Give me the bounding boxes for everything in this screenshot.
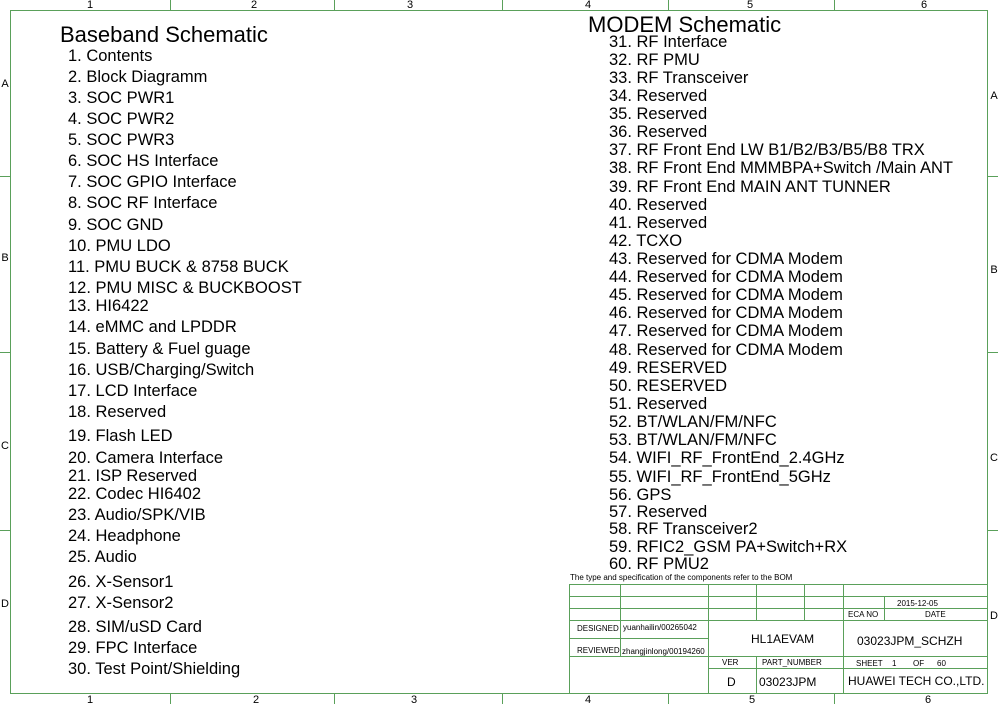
baseband-item: 8. SOC RF Interface [68, 194, 218, 212]
title-block-border [569, 584, 570, 694]
baseband-item: 20. Camera Interface [68, 449, 223, 467]
column-label: 2 [250, 0, 258, 11]
row-label: D [1, 598, 9, 610]
modem-item: 43. Reserved for CDMA Modem [609, 250, 843, 268]
baseband-item: 26. X-Sensor1 [68, 573, 174, 591]
row-label: D [990, 610, 998, 622]
title-block-rule [708, 584, 709, 694]
row-label: A [1, 78, 9, 90]
modem-item: 44. Reserved for CDMA Modem [609, 268, 843, 286]
modem-title: MODEM Schematic [588, 12, 782, 37]
column-label: 3 [410, 694, 418, 706]
grid-tick [834, 694, 835, 704]
modem-item: 39. RF Front End MAIN ANT TUNNER [609, 178, 891, 196]
modem-item: 50. RESERVED [609, 377, 727, 395]
title-block-border [987, 584, 988, 694]
baseband-item: 5. SOC PWR3 [68, 131, 175, 149]
baseband-item: 29. FPC Interface [68, 639, 198, 657]
column-label: 4 [584, 0, 592, 11]
baseband-item: 17. LCD Interface [68, 382, 198, 400]
bom-note: The type and specification of the components refer to the BOM [570, 573, 793, 582]
title-block-border [569, 693, 988, 694]
modem-item: 32. RF PMU [609, 51, 700, 69]
designed-value: yuanhailin/00265042 [623, 623, 697, 632]
baseband-item: 30. Test Point/Shielding [68, 660, 241, 678]
baseband-item: 24. Headphone [68, 527, 181, 545]
baseband-item: 19. Flash LED [68, 427, 173, 445]
modem-item: 51. Reserved [609, 395, 708, 413]
grid-tick [170, 694, 171, 704]
modem-item: 34. Reserved [609, 87, 708, 105]
grid-tick [0, 352, 10, 353]
modem-item: 37. RF Front End LW B1/B2/B3/B5/B8 TRX [609, 141, 925, 159]
reviewed-label: REVIEWED [577, 646, 620, 655]
modem-item: 52. BT/WLAN/FM/NFC [609, 413, 777, 431]
title-block-rule [569, 596, 988, 597]
column-label: 4 [584, 694, 592, 706]
modem-item: 48. Reserved for CDMA Modem [609, 341, 843, 359]
sheet-number: 1 [892, 659, 897, 668]
modem-item: 54. WIFI_RF_FrontEnd_2.4GHz [609, 449, 845, 467]
modem-item: 31. RF Interface [609, 33, 728, 51]
title-block-rule [569, 638, 708, 639]
modem-item: 40. Reserved [609, 196, 708, 214]
column-label: 5 [746, 0, 754, 11]
row-label: A [990, 90, 998, 102]
grid-tick [0, 176, 10, 177]
title-block-rule [708, 668, 988, 669]
of-label: OF [913, 659, 925, 668]
baseband-item: 11. PMU BUCK & 8758 BUCK [68, 258, 289, 276]
ver-value: D [727, 675, 736, 689]
row-label: C [1, 440, 9, 452]
modem-item: 41. Reserved [609, 214, 708, 232]
column-label: 2 [252, 694, 260, 706]
reviewed-value: zhangjinlong/00194260 [622, 647, 705, 656]
baseband-item: 25. Audio [68, 548, 137, 566]
part-number-label: PART_NUMBER [762, 658, 822, 667]
baseband-item: 27. X-Sensor2 [68, 594, 174, 612]
baseband-item: 3. SOC PWR1 [68, 89, 175, 107]
title-block-rule [620, 584, 621, 656]
modem-item: 47. Reserved for CDMA Modem [609, 322, 843, 340]
grid-tick [834, 0, 835, 10]
modem-item: 59. RFIC2_GSM PA+Switch+RX [609, 538, 848, 556]
baseband-item: 12. PMU MISC & BUCKBOOST [68, 279, 302, 297]
baseband-item: 10. PMU LDO [68, 237, 171, 255]
modem-item: 58. RF Transceiver2 [609, 520, 758, 538]
baseband-item: 1. Contents [68, 47, 153, 65]
baseband-item: 4. SOC PWR2 [68, 110, 175, 128]
title-block-rule [569, 608, 988, 609]
column-label: 1 [86, 0, 94, 11]
modem-item: 60. RF PMU2 [609, 555, 709, 573]
baseband-item: 13. HI6422 [68, 297, 149, 315]
modem-item: 56. GPS [609, 486, 672, 504]
date-value: 2015-12-05 [897, 599, 938, 608]
grid-tick [334, 0, 335, 10]
grid-tick [668, 694, 669, 704]
title-block-rule [756, 584, 757, 620]
row-label: C [990, 452, 998, 464]
row-label: B [1, 252, 9, 264]
baseband-title: Baseband Schematic [60, 22, 268, 47]
grid-tick [668, 0, 669, 10]
sheet-total: 60 [937, 659, 946, 668]
ver-label: VER [722, 658, 739, 667]
title-block-rule [843, 584, 844, 694]
grid-tick [988, 352, 998, 353]
company-name: HUAWEI TECH CO.,LTD. [848, 674, 985, 688]
column-label: 1 [86, 694, 94, 706]
grid-tick [334, 694, 335, 704]
modem-item: 46. Reserved for CDMA Modem [609, 304, 843, 322]
grid-tick [988, 530, 998, 531]
row-label: B [990, 264, 998, 276]
grid-tick [502, 694, 503, 704]
part-number-value: 03023JPM [759, 675, 817, 689]
column-label: 6 [920, 0, 928, 11]
baseband-item: 21. ISP Reserved [68, 467, 198, 485]
title-block-rule [884, 596, 885, 620]
baseband-item: 22. Codec HI6402 [68, 485, 202, 503]
schematic-name: 03023JPM_SCHZH [857, 634, 963, 648]
modem-item: 55. WIFI_RF_FrontEnd_5GHz [609, 468, 831, 486]
eca-no-label: ECA NO [848, 610, 879, 619]
modem-item: 57. Reserved [609, 503, 708, 521]
designed-label: DESIGNED [577, 624, 619, 633]
title-block-border [569, 584, 988, 585]
baseband-item: 6. SOC HS Interface [68, 152, 219, 170]
modem-item: 33. RF Transceiver [609, 69, 749, 87]
baseband-item: 14. eMMC and LPDDR [68, 318, 237, 336]
sheet-label: SHEET [856, 659, 883, 668]
baseband-item: 15. Battery & Fuel guage [68, 340, 251, 358]
baseband-item: 9. SOC GND [68, 216, 164, 234]
modem-item: 38. RF Front End MMMBPA+Switch /Main ANT [609, 159, 954, 177]
modem-item: 36. Reserved [609, 123, 708, 141]
column-label: 3 [406, 0, 414, 11]
modem-item: 49. RESERVED [609, 359, 727, 377]
date-label: DATE [925, 610, 946, 619]
baseband-item: 16. USB/Charging/Switch [68, 361, 255, 379]
column-label: 6 [924, 694, 932, 706]
title-block-rule [804, 584, 805, 620]
column-label: 5 [748, 694, 756, 706]
title-block-rule [569, 620, 988, 621]
title-block-rule [756, 656, 757, 694]
grid-tick [170, 0, 171, 10]
baseband-item: 28. SIM/uSD Card [68, 618, 202, 636]
baseband-item: 23. Audio/SPK/VIB [68, 506, 206, 524]
grid-tick [988, 176, 998, 177]
modem-item: 35. Reserved [609, 105, 708, 123]
grid-tick [0, 530, 10, 531]
modem-item: 42. TCXO [609, 232, 683, 250]
baseband-item: 18. Reserved [68, 403, 167, 421]
baseband-item: 7. SOC GPIO Interface [68, 173, 237, 191]
grid-tick [502, 0, 503, 10]
modem-item: 53. BT/WLAN/FM/NFC [609, 431, 777, 449]
title-block-rule [569, 656, 988, 657]
modem-item: 45. Reserved for CDMA Modem [609, 286, 843, 304]
board-name: HL1AEVAM [751, 632, 815, 646]
baseband-item: 2. Block Diagramm [68, 68, 208, 86]
